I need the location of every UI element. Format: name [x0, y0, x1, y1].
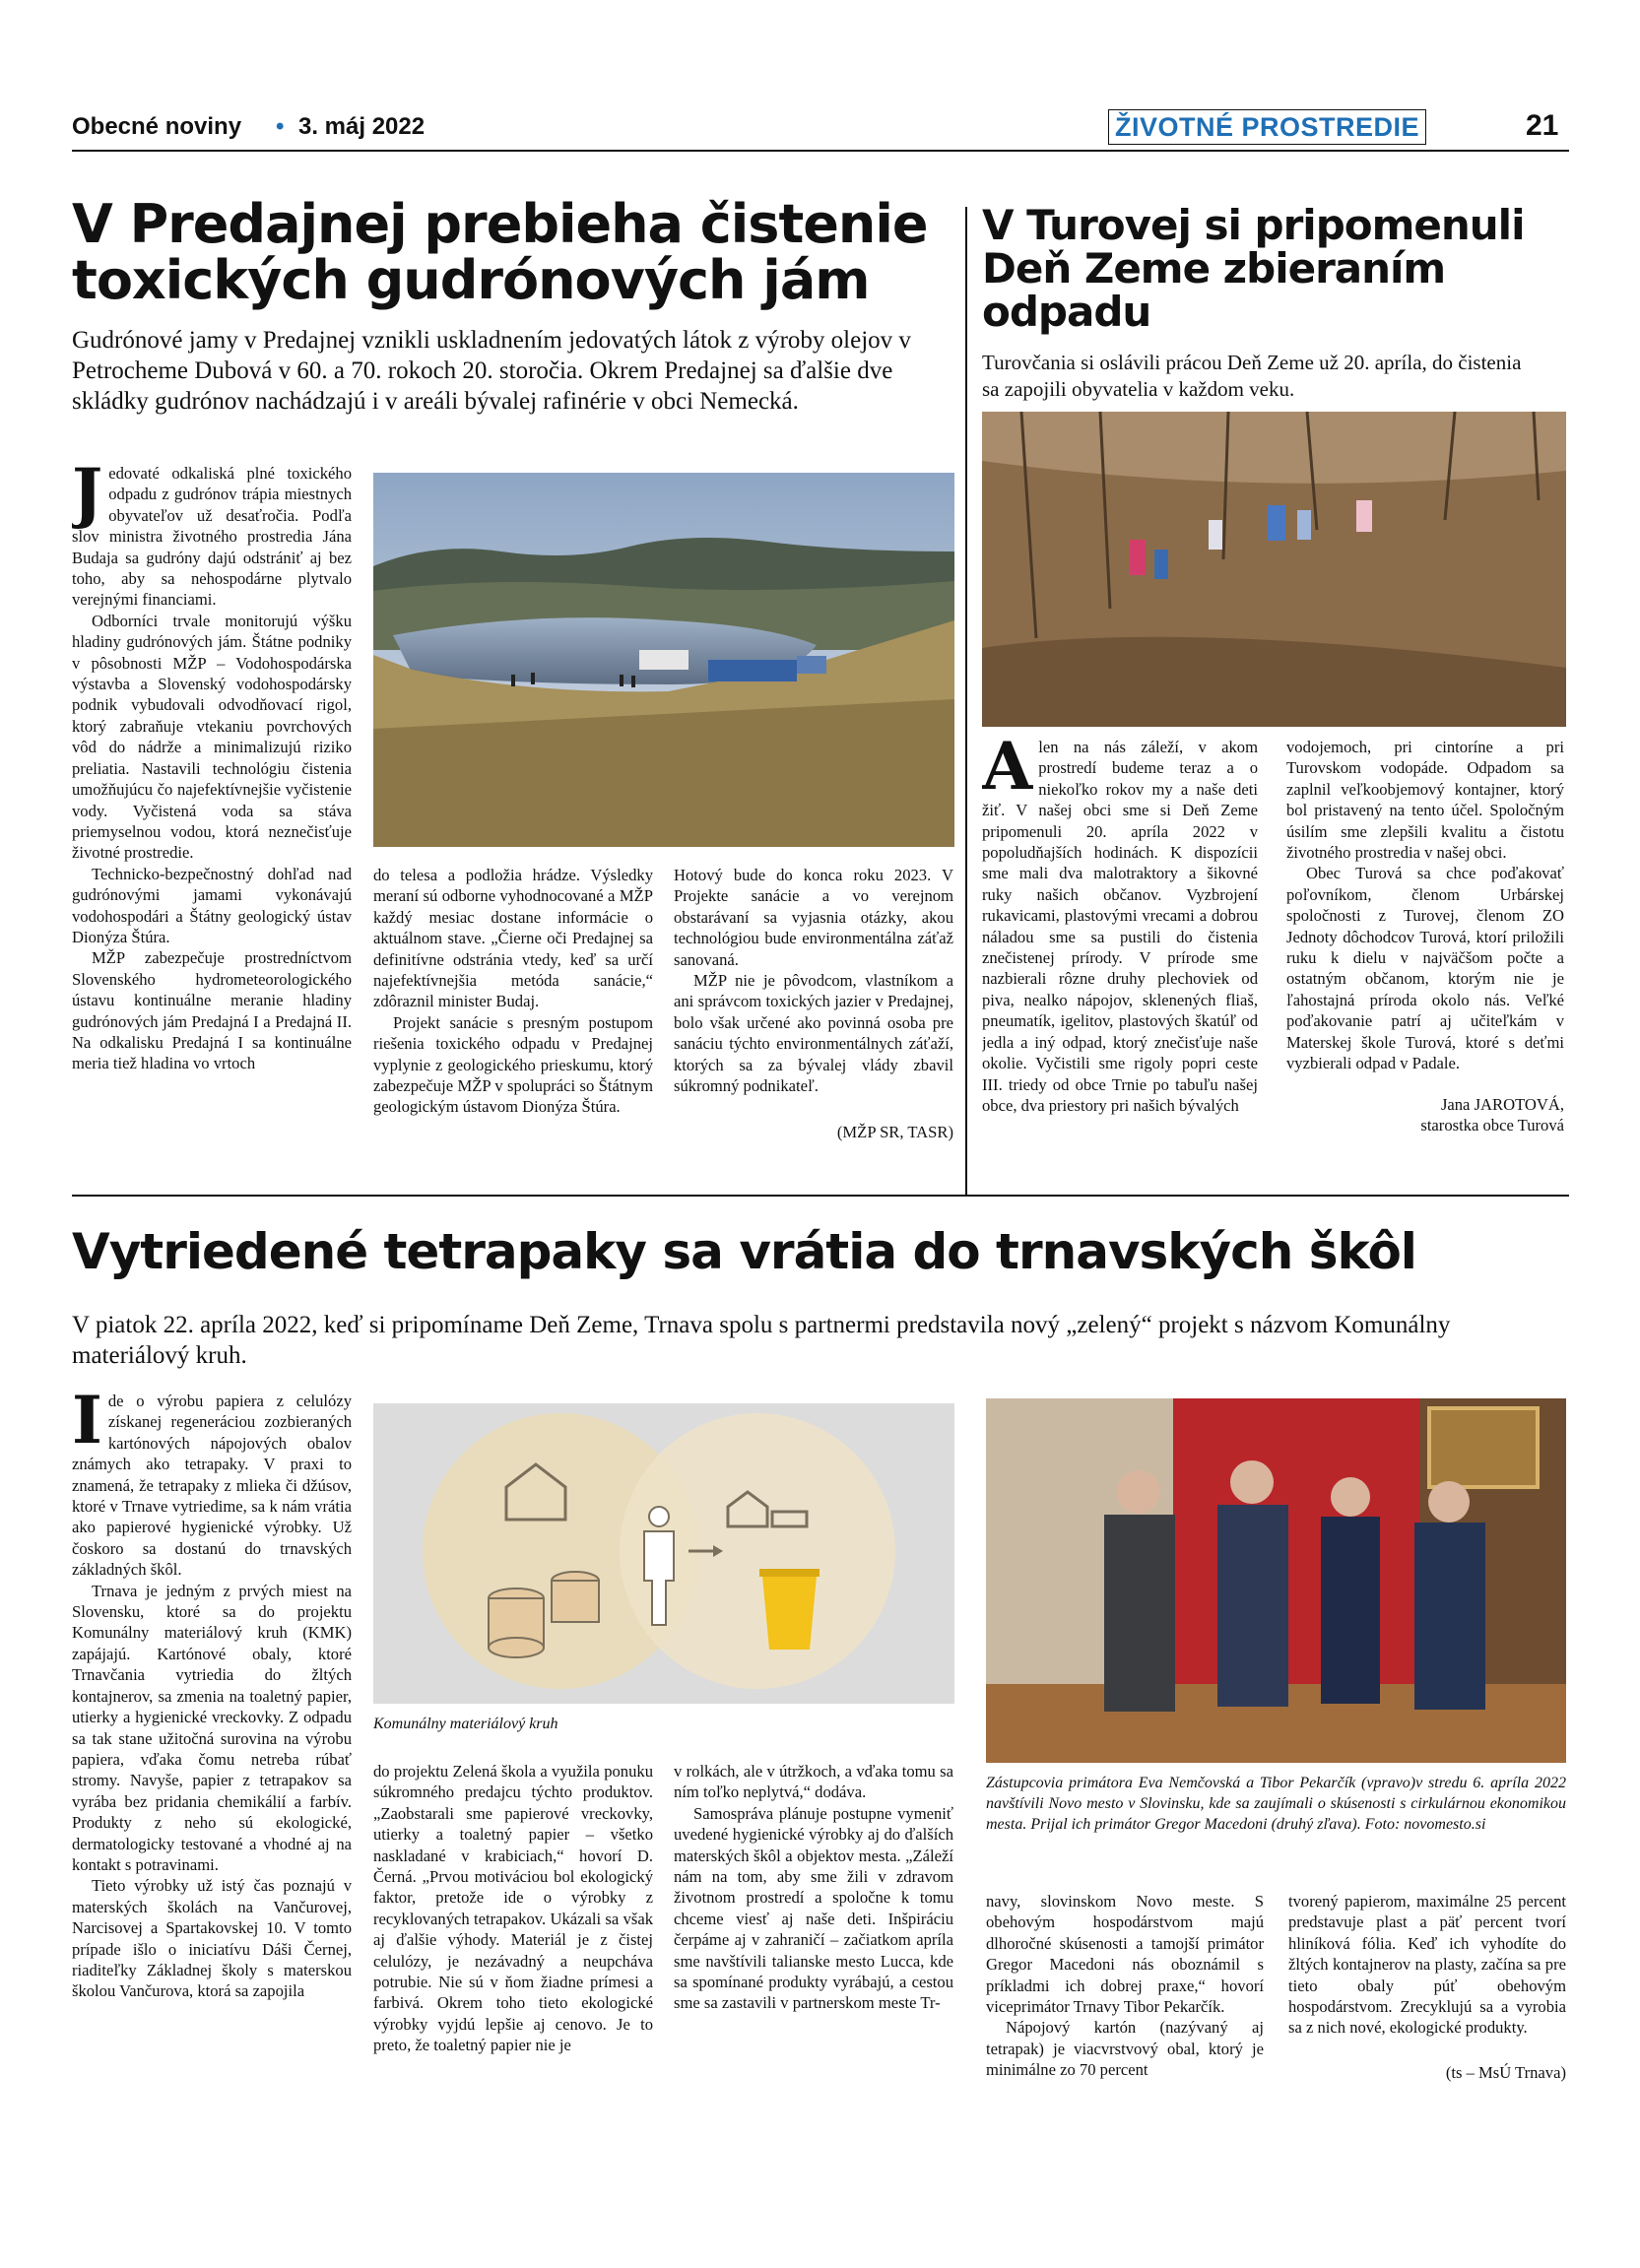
article1-source: (MŽP SR, TASR): [836, 1123, 953, 1142]
paragraph: v rolkách, ale v útržkoch, a vďaka tomu sa ním toľko neplytvá,“ dodáva.: [674, 1762, 953, 1802]
article2-lead: Turovčania si oslávili prácou Deň Zeme už 20. apríla, do čistenia sa zapojili obyvatelia v každom veku.: [982, 351, 1522, 401]
paragraph: do projektu Zelená škola a využila ponuku súkromného predajcu týchto produktov. „Zaobstarali sme papierové vreckovky, utierky a toaletný papier – všetko naskladané v krabiciach,“ hovorí D. Černá. „Prvou motiváciou bol ekologický faktor, pretože ide o výrobky z recyklovaných tetrapakov. Ukázali sa však aj ďalšie výhody. Materiál je z čistej celulózy, je nezávadný a neupcháva potrubie. Nie sú v ňom žiadne prímesi a farbivá. Okrem toho tieto ekologické výrobky vyjdú lepšie aj cenovo. Je to preto, že toaletný papier nie je: [373, 1762, 653, 2055]
article3-source: (ts – MsÚ Trnava): [1445, 2062, 1566, 2082]
article2-headline-line3: odpadu: [982, 288, 1151, 336]
section-label: ŽIVOTNÉ PROSTREDIE: [1108, 109, 1426, 145]
article1-lead: Gudrónové jamy v Predajnej vznikli uskladnením jedovatých látok z výroby olejov v Petrocheme Dubová v 60. a 70. rokoch 20. storočia. Okrem Predajnej sa ďalšie dve skládky gudrónov nachádzajú i v areáli bývalej rafinérie v obci Nemecká.: [72, 327, 911, 415]
issue-date: 3. máj 2022: [298, 113, 426, 140]
paragraph: do telesa a podložia hrádze. Výsledky meraní sú odborne vyhodnocované a MŽP každý mesiac dostane informácie o aktuálnom stave. „Čierne oči Predajnej sa definitívne odstránia vtedy, keď sa určí najefektívnejšia metóda sanácie,“ zdôraznil minister Budaj.: [373, 866, 653, 1011]
paragraph: Odborníci trvale monitorujú výšku hladiny gudrónových jám. Štátne podniky v pôsobnosti MŽP – Vodohospodárska výstavba a Slovenský vodohospodársky podnik vybudovali odvodňovací rigol, ktorý zabraňuje vtekaniu povrchových vôd do nádrže a minimalizujú riziko preliatia. Nastavili technológiu čistenia umožňujúcu čo najefektívnejšie vyčistenie vody. Vyčistená voda sa stáva priemyselnou vodou, ktorá neznečisťuje životné prostredie.: [72, 611, 352, 863]
page-number: 21: [1526, 109, 1559, 142]
article3-col3: [674, 1761, 953, 2145]
article1-col2: [373, 865, 653, 1204]
article1-headline-line2: toxických gudrónových jám: [72, 248, 870, 311]
masthead-rule: [72, 150, 1569, 152]
paragraph: MŽP nie je pôvodcom, vlastníkom a ani správcom toxických jazier v Predajnej, bolo však určené ako povinná osoba pre sanáciu týchto environmentálnych záťaží, ktorých sa za bývalej vlády zbavil súkromný podnikateľ.: [674, 971, 953, 1096]
article3-lead: V piatok 22. apríla 2022, keď si pripomíname Deň Zeme, Trnava spolu s partnermi predstavila nový „zelený“ projekt s názvom Komunálny materiálový kruh.: [72, 1312, 1451, 1369]
signature-name: Jana JAROTOVÁ,: [1440, 1094, 1564, 1114]
column-divider: [965, 207, 967, 1197]
article1-col3: [674, 865, 953, 1204]
paragraph: vodojemoch, pri cintoríne a pri Turovskom vodopáde. Odpadom sa zaplnil veľkoobjemový kontajner, ktorý bol pristavený na tento účel. Spoločným úsilím sme zlepšili kvalitu a čistotu životného prostredia v našej obci.: [1286, 738, 1564, 863]
photo-officials: [986, 1398, 1566, 1763]
article3-col5: [1288, 1891, 1566, 2137]
paragraph: Projekt sanácie s presným postupom riešenia toxického odpadu v Predajnej vyplynie z geologického prieskumu, ktorý zabezpečuje MŽP v spolupráci so Štátnym geologickým ústavom Dionýza Štúra.: [373, 1012, 653, 1117]
paragraph: Samospráva plánuje postupne vymeniť uvedené hygienické výrobky aj do ďalších materských škôl a objektov mesta. „Záleží nám na tom, aby sme žili v zdravom životnom prostredí a spoločne k tomu chceme viesť aj naše deti. Inšpiráciu čerpáme aj v zahraničí – začiatkom apríla sme navštívili talianske mesto Lucca, kde sa spomínané produkty vyrábajú, a cestou sme sa zastavili v partnerskom meste Tr-: [674, 1803, 953, 2013]
article3-col1: [72, 1391, 352, 2139]
photo-gudron-pits: [373, 473, 954, 847]
drop-cap: A: [982, 737, 1033, 805]
paragraph: edovaté odkaliská plné toxického odpadu z gudrónov trápia miestnych obyvateľov už desaťročia. Podľa slov ministra životného prostredia Jána Budaja sa gudróny dajú odstrániť aj bez toho, aby sa nehospodárne plytvalo verejnými financiami.: [72, 464, 352, 610]
article1-headline: [72, 193, 958, 311]
masthead-bullet: •: [276, 113, 285, 140]
paragraph: len na nás záleží, v akom prostredí budeme teraz a o niekoľko rokov my a naše deti žiť. V našej obci sme si Deň Zeme pripomenuli 20. apríla 2022 v popoludňajších hodinách. K dispozícii sme mali dva malotraktory a šikovné ruky našich občanov. Vyzbrojení rukavicami, plastovými vrecami a dobrou náladou sme sa pustili do čistenia znečistenej prírody. V prírode sme nazbierali rôzne druhy plechoviek od piva, nealko nápojov, sklenených fliaš, pneumatík, igelitov, plastových škatúľ od jedla a iný odpad, ktorý znečisťuje naše okolie. Vyčistili sme rigoly popri ceste III. triedy od obce Trnie po tabuľu našej obce, dva priestory pri našich bývalých: [982, 738, 1258, 1115]
paragraph: Hotový bude do konca roku 2023. V Projekte sanácie a vo verejnom obstarávaní sa vyjasnia otázky, akou technológiou bude environmentálna záťaž sanovaná.: [674, 866, 953, 969]
article2-col1: [982, 737, 1258, 1199]
story-divider: [72, 1195, 1569, 1197]
article2-col2: [1286, 737, 1564, 1199]
paragraph: Obec Turová sa chce poďakovať poľovníkom, členom Urbárskej spoločnosti z Turovej, členom ZO Jednoty dôchodcov Turová, ktorí priložili ruku k dielu v najväčšom počte a ostatným občanom, ktorým nie je ľahostajná príroda okolo nás. Veľké poďakovanie patrí aj učiteľkám v Materskej škole Turová, ktoré s deťmi vyzbierali odpad v Padale.: [1286, 864, 1564, 1073]
paragraph: tvorený papierom, maximálne 25 percent predstavuje plast a päť percent tvorí hliníková fólia. Keď ich vyhodíte do žltých kontajnerov na plasty, začína sa pre tieto obaly púť obehovým hospodárstvom. Zrecyklujú sa a vyrobia sa z nich nové, ekologické produkty.: [1288, 1892, 1566, 2038]
article3-headline: Vytriedené tetrapaky sa vrátia do trnavských škôl: [72, 1223, 1416, 1280]
paragraph: Technicko-bezpečnostný dohľad nad gudrónovými jamami vykonávajú vodohospodári a Štátny geologický ústav Dionýza Štúra.: [72, 864, 352, 946]
paragraph: Tieto výrobky už istý čas poznajú v materských školách na Vančurovej, Narcisovej a Spartakovskej 10. V tomto prípade išlo o iniciatívu Dáši Černej, riaditeľky Základnej školy s materskou školou Vančurova, ktorá sa zapojila: [72, 1876, 352, 2001]
paragraph: de o výrobu papiera z celulózy získanej regeneráciou zozbieraných kartónových nápojových obalov známych ako tetrapaky. V praxi to znamená, že tetrapaky z mlieka či džúsov, ktoré v Trnave vytriedime, sa k nám vrátia ako papierové hygienické výrobky. Už čoskoro sa dostanú do trnavských základných škôl.: [72, 1392, 352, 1580]
paragraph: Trnava je jedným z prvých miest na Slovensku, ktoré sa do projektu Komunálny materiálový kruh (KMK) zapájajú. Kartónové obaly, ktoré Trnavčania vytriedia do žltých kontajnerov, sa zmenia na toaletný papier, utierky a hygienické vreckovky. Z odpadu sa tak stane užitočná surovina na výrobu papiera, vďaka čomu netreba rúbať stromy. Navyše, papier z tetrapakov sa vyrába bez pridania chemikálií a farbív. Produkty z neho sú ekologické, dermatologicky testované a vhodné aj na kontakt s potravinami.: [72, 1581, 352, 1874]
article3-col4: [986, 1891, 1264, 2137]
article1-col1: [72, 463, 352, 1201]
paragraph: navy, slovinskom Novo meste. S obehovým hospodárstvom majú dlhoročné skúsenosti a tamojší primátor Gregor Macedoni nás oboznámil s príkladmi ich dobrej praxe,“ hovorí viceprimátor Trnavy Tibor Pekarčík.: [986, 1892, 1264, 2017]
article2-headline-line1: V Turovej si pripomenuli: [982, 201, 1525, 249]
graphic-caption: Komunálny materiálový kruh: [373, 1716, 558, 1732]
drop-cap: I: [72, 1391, 102, 1458]
paragraph: MŽP zabezpečuje prostredníctvom Slovenského hydrometeorologického ústavu kontinuálne meranie hladiny gudrónových jám Predajná I a Predajná II. Na odkalisku Predajná I sa kontinuálne meria tiež hladina vo vrtoch: [72, 948, 352, 1073]
paragraph: Nápojový kartón (nazývaný aj tetrapak) je viacvrstvový obal, ktorý je minimálne zo 70 percent: [986, 2018, 1264, 2080]
paper-name: Obecné noviny: [72, 113, 242, 140]
graphic-material-circle: [373, 1403, 954, 1704]
article1-headline-line1: V Predajnej prebieha čistenie: [72, 193, 928, 255]
drop-cap: J: [72, 463, 103, 531]
photo-caption: Zástupcovia primátora Eva Nemčovská a Tibor Pekarčík (vpravo)v stredu 6. apríla 2022 navštívili Novo mesto v Slovinsku, kde sa zaujímali o skúsenosti s cirkulárnou ekonomikou mesta. Prijal ich primátor Gregor Macedoni (druhý zľava). Foto: novomesto.si: [986, 1775, 1566, 1833]
article2-headline-line2: Deň Zeme zbieraním: [982, 244, 1446, 292]
photo-turova-cleanup: [982, 412, 1566, 727]
signature-role: starostka obce Turová: [1420, 1115, 1564, 1134]
article3-col2: [373, 1761, 653, 2145]
masthead: [72, 109, 1569, 149]
article2-headline: [982, 201, 1573, 336]
